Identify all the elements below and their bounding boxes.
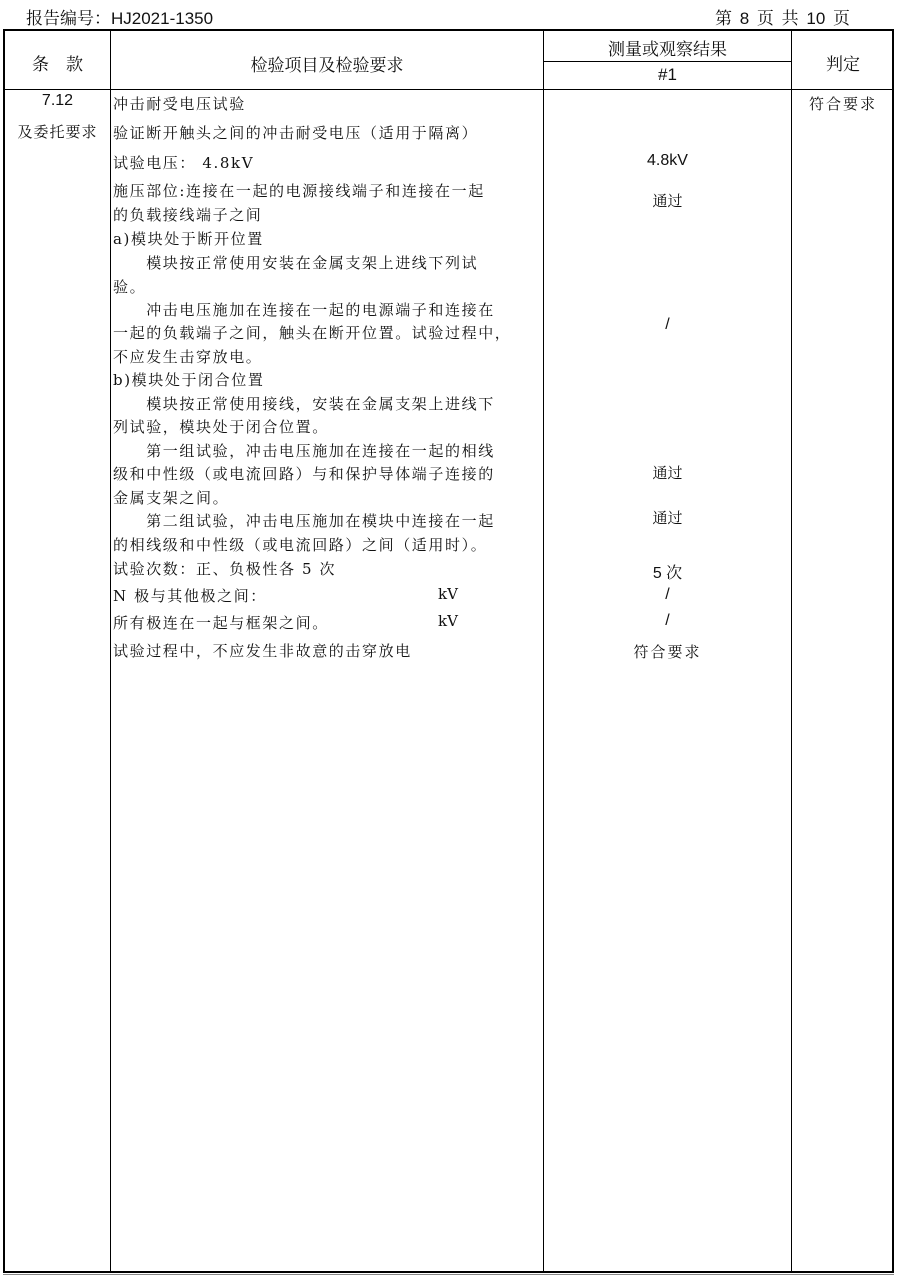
item-line: 金属支架之间。 [113,489,230,507]
item-line: 列试验，模块处于闭合位置。 [113,418,329,436]
result-open-position: / [665,316,670,333]
item-line: a)模块处于断开位置 [113,230,264,248]
item-line: 的相线级和中性级（或电流回路）之间（适用时）。 [113,536,488,554]
item-line: N 极与其他极之间： [113,587,267,605]
result-all-poles: / [665,612,670,629]
header-verdict: 判定 [826,55,860,74]
result-group2: 通过 [652,509,683,527]
item-line: 第二组试验，冲击电压施加在模块中连接在一起 [113,512,495,530]
column-divider [543,29,544,1273]
verdict-text: 符合要求 [808,95,877,113]
kv-unit: kV [438,612,458,630]
clause-number: 7.12 [41,92,74,109]
item-line: 第一组试验，冲击电压施加在连接在一起的相线 [113,442,495,460]
page-info: 第 8 页 共 10 页 [715,9,850,28]
header-result: 测量或观察结果 [608,40,727,59]
item-line: 验。 [113,278,147,296]
kv-unit: kV [438,585,458,603]
item-line: 试验过程中，不应发生非故意的击穿放电 [113,642,412,660]
item-line: 所有极连在一起与框架之间。 [113,614,329,632]
header-item: 检验项目及检验要求 [250,56,404,75]
result-n-pole: / [665,586,670,603]
item-line: 不应发生击穿放电。 [113,348,263,366]
item-line: b)模块处于闭合位置 [113,371,265,389]
item-line: 冲击电压施加在连接在一起的电源端子和连接在 [113,301,495,319]
column-divider [791,29,792,1273]
item-title: 冲击耐受电压试验 [113,95,246,113]
header-subdivider [543,61,791,62]
item-line: 级和中性级（或电流回路）与和保护导体端子连接的 [113,465,495,483]
item-line: 试验电压： 4.8kV [113,154,255,172]
result-group1: 通过 [652,464,683,482]
column-divider [110,29,111,1273]
result-voltage: 4.8kV [647,152,688,169]
item-line: 施压部位:连接在一起的电源接线端子和连接在一起 [113,182,485,200]
item-line: 验证断开触头之间的冲击耐受电压（适用于隔离） [113,124,479,142]
header-sample: #1 [658,65,677,84]
clause-note: 及委托要求 [17,123,98,141]
item-line: 的负载接线端子之间 [113,206,263,224]
result-position-pass: 通过 [652,192,683,210]
item-line: 模块按正常使用接线，安装在金属支架上进线下 [113,395,495,413]
header-bottom-line [4,89,894,90]
result-final: 符合要求 [633,643,702,661]
item-line: 一起的负载端子之间，触头在断开位置。试验过程中， [113,324,512,342]
header-clause: 条 款 [32,55,83,74]
result-test-count: 5 次 [652,565,683,582]
item-line: 模块按正常使用安装在金属支架上进线下列试 [113,254,479,272]
item-line: 试验次数：正、负极性各 5 次 [113,560,337,578]
report-number: 报告编号：HJ2021-1350 [26,9,214,28]
